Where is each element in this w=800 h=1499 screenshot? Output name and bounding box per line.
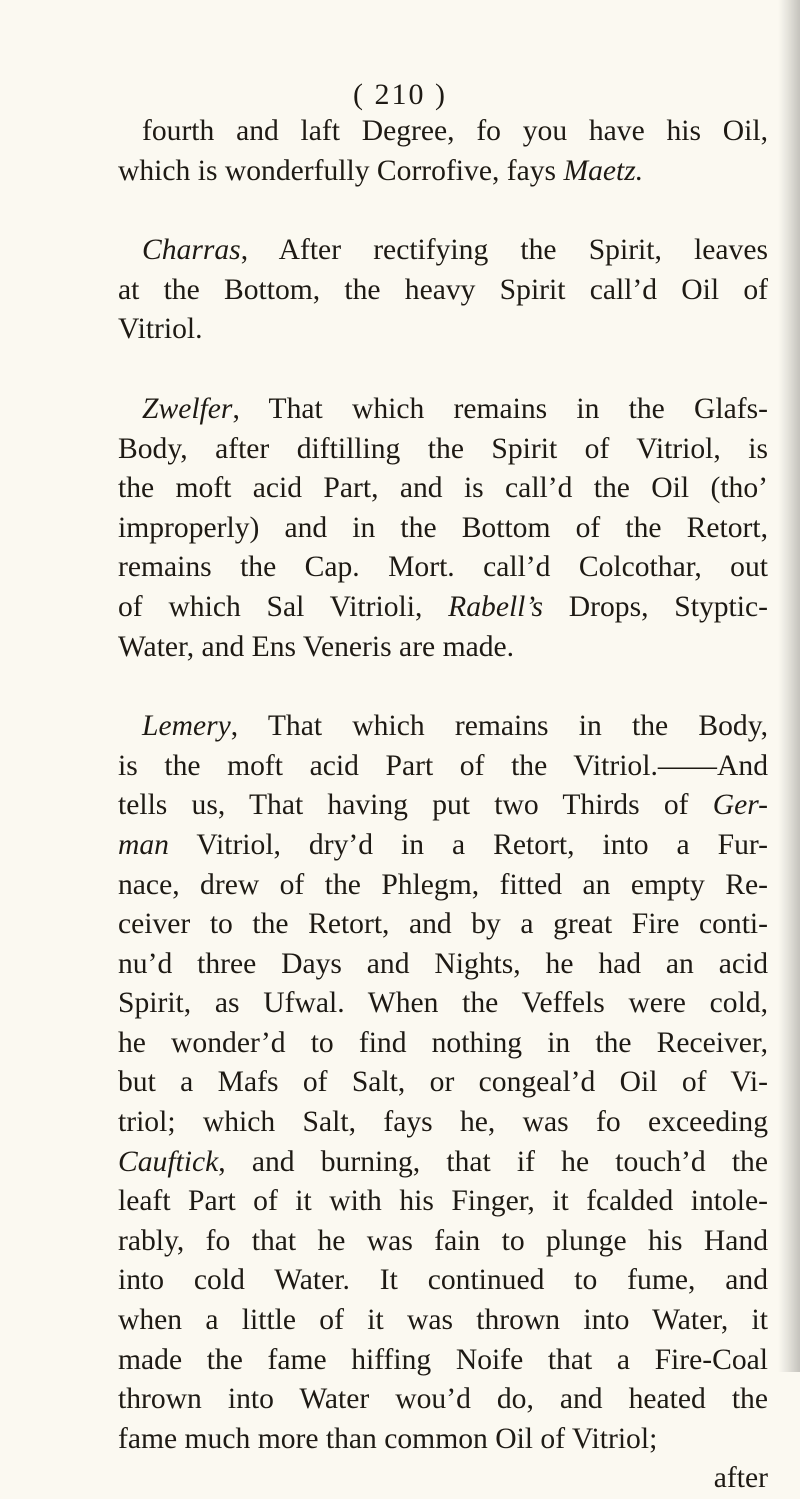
text-run: fourth and laft Degree, fo you have his Oil, [142,115,768,147]
text-line [118,707,768,747]
text-run: fame much more than common Oil of Vitriol; [118,1422,658,1455]
text-line [118,905,768,945]
text-run: Rabell’s [448,590,543,623]
text-line [118,1024,768,1064]
text-run: ceiver to the Retort, and by a great Fire conti- [118,908,768,941]
text-line [118,1341,768,1381]
text-run: leaft Part of it with his Finger, it fcalded intole- [118,1185,768,1218]
text-line [118,231,768,271]
text-run: nu’d three Days and Nights, he had an acid [118,947,768,980]
text-run: when a little of it was thrown into Water, it [118,1304,768,1337]
text-run: , That which remains in the Body, [230,710,768,743]
text-run: Water, and Ens Veneris are made. [118,630,515,663]
text-run: into cold Water. It continued to fume, and [118,1264,768,1297]
paragraph-gap [118,667,768,707]
text-run: made the fame hiffing Noife that a Fire-Coal [118,1343,768,1376]
text-run: Vitriol. [118,313,203,346]
text-run: he wonder’d to find nothing in the Receiver, [118,1026,768,1059]
text-line [118,1063,768,1103]
text-run: Cauftick [118,1145,219,1178]
text-run: improperly) and in the Bottom of the Retort, [118,511,768,544]
text-line [118,866,768,906]
text-line [118,588,768,628]
text-run: , and burning, that if he touch’d the [218,1145,768,1178]
text-line [118,430,768,470]
text-run: Drops, Styptic- [542,590,768,623]
text-run: rably, fo that he was fain to plunge his Hand [118,1224,768,1257]
text-line [118,271,768,311]
text-run: at the Bottom, the heavy Spirit call’d Oil of [118,273,768,306]
text-line [118,509,768,549]
text-run: Lemery [142,710,231,743]
text-line [118,112,768,152]
text-run: which is wonderfully Corrofive, fays [118,154,564,187]
text-line [118,469,768,509]
text-run: Charras [142,234,241,267]
catchword: after [713,1462,768,1495]
text-run: thrown into Water wou’d do, and heated the [118,1383,768,1416]
text-line [118,1143,768,1183]
text-run: remains the Cap. Mort. call’d Colcothar, out [118,551,768,584]
text-line [118,390,768,430]
text-line [118,548,768,588]
text-line [118,1222,768,1262]
text-line [118,310,768,350]
text-run: Vitriol, dry’d in a Retort, into a Fur- [168,828,768,861]
paragraph-gap [118,350,768,390]
text-run: triol; which Salt, fays he, was fo exceeding [118,1106,768,1139]
text-run: but a Mafs of Salt, or congeal’d Oil of Vi- [118,1066,768,1099]
text-run: nace, drew of the Phlegm, fitted an empty Re- [118,868,768,901]
text-line [118,1380,768,1420]
text-line [118,1182,768,1222]
text-line [118,826,768,866]
text-line [118,152,768,192]
page-edge-shadow [778,0,800,1372]
text-line [118,1301,768,1341]
text-line [118,628,768,668]
text-run: Body, after diftilling the Spirit of Vitriol, is [118,432,768,465]
text-run: , After rectifying the Spirit, leaves [240,234,768,267]
text-line [118,984,768,1024]
text-line [118,945,768,985]
text-run: Ger- [712,789,768,822]
text-run: of which Sal Vitrioli, [118,590,449,623]
text-line [118,747,768,787]
text-line [118,786,768,826]
text-line [118,1103,768,1143]
text-run: man [118,828,169,861]
text-run: , That which remains in the Glafs- [232,392,768,425]
text-run: Maetz. [563,154,644,187]
page-body [118,112,768,1499]
text-run: is the moft acid Part of the Vitriol.——And [118,749,768,782]
text-line [118,1420,768,1460]
page-number: ( 210 ) [353,78,447,111]
paragraph-gap [118,191,768,231]
text-run: tells us, That having put two Thirds of [118,789,713,822]
text-run: the moft acid Part, and is call’d the Oil (tho’ [118,472,768,505]
text-run: Zwelfer [142,392,233,425]
text-run: Spirit, as Ufwal. When the Veffels were cold, [118,987,768,1020]
text-line [118,1261,768,1301]
